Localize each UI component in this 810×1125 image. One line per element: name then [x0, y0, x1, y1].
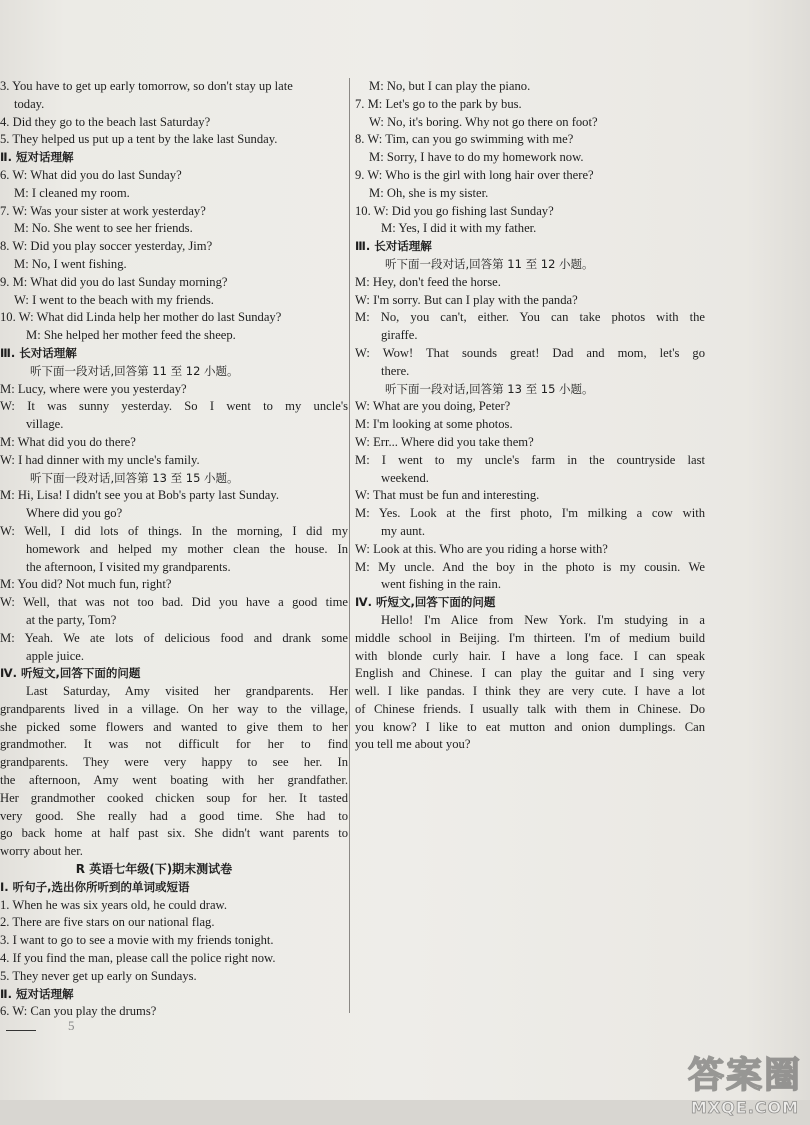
- text-line: 10. W: Did you go fishing last Sunday?: [355, 203, 554, 218]
- section-heading: Ⅳ. 听短文,回答下面的问题: [0, 666, 141, 681]
- text-line: 1. When he was six years old, he could draw.: [0, 897, 227, 912]
- text-line: grandparents lived in a village. On her way to the village,: [0, 701, 348, 716]
- text-line: today.: [14, 96, 45, 111]
- text-line: there.: [381, 363, 410, 378]
- text-line: 8. W: Tim, can you go swimming with me?: [355, 132, 574, 147]
- test-title: R 英语七年级(下)期末测试卷: [75, 862, 233, 877]
- text-line: Hello! I'm Alice from New York. I'm studying in a: [381, 612, 705, 627]
- text-line: W: What are you doing, Peter?: [355, 399, 511, 414]
- text-line: M: My uncle. And the boy in the photo is my cousin. We: [355, 559, 705, 574]
- text-line: 听下面一段对话,回答第 11 至 12 小题。: [30, 363, 239, 378]
- text-line: English and Chinese. I can play the guitar and I sing very: [355, 666, 705, 681]
- text-line: 7. W: Was your sister at work yesterday?: [0, 203, 206, 218]
- text-line: village.: [26, 417, 64, 432]
- text-line: 6. W: What did you do last Sunday?: [0, 167, 182, 182]
- text-line: Last Saturday, Amy visited her grandparents. Her: [26, 684, 348, 699]
- text-line: W: Well, I did lots of things. In the morning, I did my: [0, 523, 348, 538]
- text-line: my aunt.: [381, 523, 426, 538]
- page-number: 5: [68, 1018, 75, 1033]
- text-line: 3. I want to go to see a movie with my friends tonight.: [0, 933, 274, 948]
- text-line: M: Hi, Lisa! I didn't see you at Bob's party last Sunday.: [0, 488, 279, 503]
- text-line: 9. W: Who is the girl with long hair over there?: [355, 167, 594, 182]
- text-line: giraffe.: [381, 328, 418, 343]
- text-line: W: Look at this. Who are you riding a horse with?: [355, 541, 608, 556]
- text-line: 5. They never get up early on Sundays.: [0, 968, 197, 983]
- column-divider: [349, 78, 350, 1013]
- section-heading: Ⅳ. 听短文,回答下面的问题: [355, 595, 496, 610]
- text-line: apple juice.: [26, 648, 85, 663]
- section-heading: Ⅲ. 长对话理解: [355, 239, 432, 254]
- text-line: M: Lucy, where were you yesterday?: [0, 381, 187, 396]
- text-line: she picked some flowers and wanted to give them to her: [0, 719, 348, 734]
- text-line: 2. There are five stars on our national flag.: [0, 915, 215, 930]
- text-line: the afternoon, I visited my grandparents.: [26, 559, 231, 574]
- section-heading: Ⅰ. 听句子,选出你所听到的单词或短语: [0, 879, 190, 894]
- text-line: W: Err... Where did you take them?: [355, 434, 534, 449]
- text-line: 5. They helped us put up a tent by the lake last Sunday.: [0, 132, 278, 147]
- text-line: M: Oh, she is my sister.: [369, 185, 489, 200]
- text-line: W: It was sunny yesterday. So I went to my uncle's: [0, 399, 348, 414]
- text-line: M: Yeah. We ate lots of delicious food and drank some: [0, 630, 348, 645]
- watermark-url: MXQE.COM: [690, 1098, 800, 1117]
- text-line: at the party, Tom?: [26, 612, 117, 627]
- text-line: middle school in Beijing. I'm thirteen. I'm of medium build: [355, 630, 705, 645]
- text-line: M: Sorry, I have to do my homework now.: [369, 150, 584, 165]
- text-line: 4. If you find the man, please call the police right now.: [0, 951, 276, 966]
- watermark-main: 答案圈: [687, 1055, 802, 1096]
- text-line: with blonde curly hair. I have a long face. I can speak: [355, 648, 705, 663]
- text-line: W: No, it's boring. Why not go there on foot?: [369, 114, 598, 129]
- text-line: W: That must be fun and interesting.: [355, 488, 540, 503]
- text-line: go back home at half past six. She didn't want parents to: [0, 826, 348, 841]
- text-line: W: I had dinner with my uncle's family.: [0, 452, 200, 467]
- text-line: very good. She really had a good time. She had to: [0, 808, 348, 823]
- text-line: 7. M: Let's go to the park by bus.: [355, 96, 522, 111]
- text-line: W: I'm sorry. But can I play with the panda?: [355, 292, 578, 307]
- text-line: W: Wow! That sounds great! Dad and mom, let's go: [355, 345, 705, 360]
- text-line: 听下面一段对话,回答第 13 至 15 小题。: [30, 470, 239, 485]
- text-line: M: Hey, don't feed the horse.: [355, 274, 501, 289]
- section-heading: Ⅲ. 长对话理解: [0, 345, 77, 360]
- text-line: the afternoon, Amy went boating with her grandfather.: [0, 773, 348, 788]
- text-line: 8. W: Did you play soccer yesterday, Jim?: [0, 239, 213, 254]
- text-line: 4. Did they go to the beach last Saturday?: [0, 114, 211, 129]
- text-line: M: No, but I can play the piano.: [369, 79, 531, 93]
- text-line: well. I like pandas. I think they are very cute. I have a lot: [355, 684, 705, 699]
- left-column: [0, 78, 348, 1021]
- text-line: M: I cleaned my room.: [14, 185, 130, 200]
- text-line: grandparents. They were very happy to see her. In: [0, 755, 348, 770]
- text-line: M: No, I went fishing.: [14, 256, 127, 271]
- text-line: M: You did? Not much fun, right?: [0, 577, 172, 592]
- text-line: M: What did you do there?: [0, 434, 136, 449]
- text-line: you tell me about you?: [355, 737, 471, 752]
- text-line: went fishing in the rain.: [381, 577, 501, 592]
- text-line: M: No. She went to see her friends.: [14, 221, 193, 236]
- footer-rule: [6, 1030, 36, 1031]
- text-line: M: She helped her mother feed the sheep.: [26, 328, 236, 343]
- text-line: M: I went to my uncle's farm in the countryside last: [355, 452, 705, 467]
- text-line: you know? I like to eat mutton and onion dumplings. Can: [355, 719, 705, 734]
- text-line: weekend.: [381, 470, 429, 485]
- watermark: [688, 1047, 802, 1117]
- text-line: M: Yes, I did it with my father.: [381, 221, 537, 236]
- text-line: M: I'm looking at some photos.: [355, 417, 513, 432]
- text-line: 6. W: Can you play the drums?: [0, 1004, 157, 1019]
- text-line: 3. You have to get up early tomorrow, so don't stay up late: [0, 79, 293, 93]
- text-line: of Chinese friends. I usually talk with them in Chinese. Do: [355, 701, 705, 716]
- text-line: 听下面一段对话,回答第 13 至 15 小题。: [385, 381, 594, 396]
- text-line: 10. W: What did Linda help her mother do last Sunday?: [0, 310, 282, 325]
- text-line: Where did you go?: [26, 506, 123, 521]
- text-line: Her grandmother cooked chicken soup for her. It tasted: [0, 790, 348, 805]
- text-line: M: No, you can't, either. You can take photos with the: [355, 310, 705, 325]
- section-heading: Ⅱ. 短对话理解: [0, 150, 74, 165]
- text-line: grandmother. It was not difficult for her to find: [0, 737, 348, 752]
- section-heading: Ⅱ. 短对话理解: [0, 986, 74, 1001]
- text-line: 9. M: What did you do last Sunday morning?: [0, 274, 228, 289]
- text-line: W: Well, that was not too bad. Did you have a good time: [0, 595, 348, 610]
- text-line: worry about her.: [0, 844, 83, 859]
- text-line: M: Yes. Look at the first photo, I'm milking a cow with: [355, 506, 705, 521]
- text-line: homework and helped my mother clean the house. In: [26, 541, 348, 556]
- right-column: [355, 78, 705, 754]
- text-line: 听下面一段对话,回答第 11 至 12 小题。: [385, 256, 594, 271]
- text-line: W: I went to the beach with my friends.: [14, 292, 214, 307]
